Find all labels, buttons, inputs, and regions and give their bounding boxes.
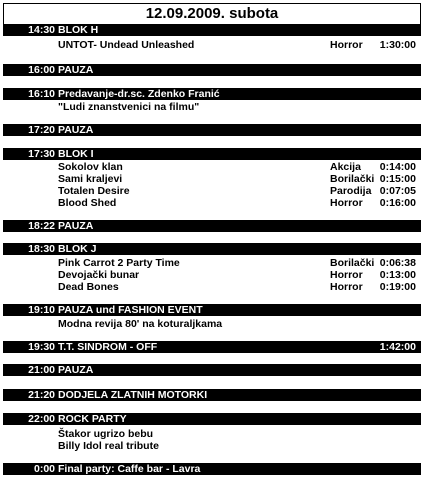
schedule-page — [3, 3, 421, 475]
schedule-block-header — [3, 304, 421, 316]
item-duration: 0:15:00 — [379, 173, 416, 185]
schedule-block-header — [3, 413, 421, 425]
block-time: 16:00 — [28, 64, 55, 76]
schedule-item — [3, 281, 421, 293]
schedule-item — [3, 257, 421, 269]
block-time: 18:30 — [28, 243, 55, 255]
item-genre: Horror — [330, 197, 363, 209]
item-genre: Horror — [330, 39, 363, 51]
item-name: Štakor ugrizo bebu — [58, 428, 154, 440]
item-name: Blood Shed — [58, 197, 117, 209]
schedule-item — [3, 101, 421, 113]
item-name: Dead Bones — [58, 281, 119, 293]
schedule-block-header — [3, 24, 421, 36]
block-title: BLOK I — [58, 148, 94, 160]
schedule-item — [3, 269, 421, 281]
block-time: 14:30 — [28, 24, 55, 36]
block-title: PAUZA — [58, 364, 94, 376]
item-duration: 0:14:00 — [379, 161, 416, 173]
block-time: 22:00 — [28, 413, 55, 425]
schedule-item — [3, 197, 421, 209]
schedule-block-header — [3, 88, 421, 100]
block-time: 0:00 — [33, 463, 55, 475]
page-title: 12.09.2009. subota — [3, 3, 421, 25]
schedule-block-header — [3, 220, 421, 232]
block-time: 16:10 — [28, 88, 55, 100]
item-duration: 1:30:00 — [379, 39, 416, 51]
schedule-item — [3, 161, 421, 173]
item-genre: Akcija — [330, 161, 361, 173]
item-name: Modna revija 80' na koturaljkama — [58, 318, 223, 330]
item-genre: Horror — [330, 281, 363, 293]
item-duration: 0:19:00 — [379, 281, 416, 293]
item-genre: Parodija — [330, 185, 372, 197]
schedule-block-header — [3, 243, 421, 255]
block-time: 17:30 — [28, 148, 55, 160]
schedule-block-header — [3, 148, 421, 160]
schedule-block-header — [3, 389, 421, 401]
block-title: BLOK H — [58, 24, 99, 36]
schedule-item — [3, 440, 421, 452]
item-genre: Borilački — [330, 173, 375, 185]
item-name: Totalen Desire — [58, 185, 130, 197]
schedule-item — [3, 318, 421, 330]
item-name: Pink Carrot 2 Party Time — [58, 257, 180, 269]
block-time: 17:20 — [28, 124, 55, 136]
block-title: Predavanje-dr.sc. Zdenko Franić — [58, 88, 220, 100]
item-name: Devojački bunar — [58, 269, 140, 281]
schedule-block-header — [3, 463, 421, 475]
item-duration: 0:16:00 — [379, 197, 416, 209]
item-duration: 0:06:38 — [379, 257, 416, 269]
schedule-item — [3, 173, 421, 185]
block-title: Final party: Caffe bar - Lavra — [58, 463, 201, 475]
item-duration: 0:13:00 — [379, 269, 416, 281]
block-title: PAUZA — [58, 220, 94, 232]
schedule-item — [3, 39, 421, 51]
schedule-block-header — [3, 341, 421, 353]
block-title: PAUZA — [58, 64, 94, 76]
item-name: Sokolov klan — [58, 161, 123, 173]
item-duration: 0:07:05 — [379, 185, 416, 197]
block-title: PAUZA — [58, 124, 94, 136]
block-time: 21:00 — [28, 364, 55, 376]
item-genre: Borilački — [330, 257, 375, 269]
item-name: UNTOT- Undead Unleashed — [58, 39, 195, 51]
item-name: Billy Idol real tribute — [58, 440, 159, 452]
block-time: 21:20 — [28, 389, 55, 401]
item-name: "Ludi znanstvenici na filmu" — [58, 101, 200, 113]
block-duration: 1:42:00 — [379, 341, 416, 353]
block-title: ROCK PARTY — [58, 413, 127, 425]
schedule-item — [3, 185, 421, 197]
block-time: 19:30 — [28, 341, 55, 353]
block-title: DODJELA ZLATNIH MOTORKI — [58, 389, 208, 401]
schedule-block-header — [3, 124, 421, 136]
item-genre: Horror — [330, 269, 363, 281]
block-time: 18:22 — [28, 220, 55, 232]
block-title: PAUZA und FASHION EVENT — [58, 304, 203, 316]
block-title: BLOK J — [58, 243, 97, 255]
block-title: T.T. SINDROM - OFF — [58, 341, 158, 353]
schedule-block-header — [3, 64, 421, 76]
block-time: 19:10 — [28, 304, 55, 316]
item-name: Sami kraljevi — [58, 173, 123, 185]
schedule-block-header — [3, 364, 421, 376]
schedule-item — [3, 428, 421, 440]
